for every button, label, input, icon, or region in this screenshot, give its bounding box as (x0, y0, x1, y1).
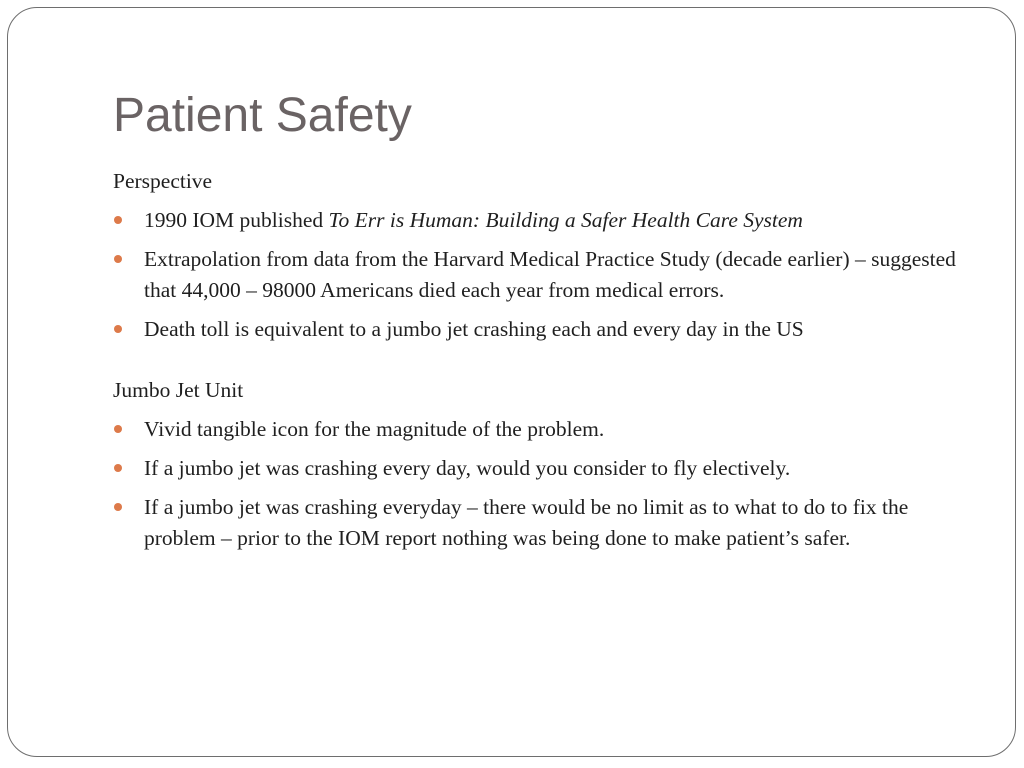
section-heading-jumbo-jet-unit: Jumbo Jet Unit (113, 378, 244, 402)
bullet-text: If a jumbo jet was crashing everyday – there would be no limit as to what to do to fix the problem – prior to the IOM report nothing was being done to make patient’s safer. (144, 495, 909, 550)
section-heading-perspective: Perspective (113, 169, 213, 193)
bullet-text: If a jumbo jet was crashing every day, would you consider to fly electively. (144, 456, 791, 480)
bullet-text: Extrapolation from data from the Harvard Medical Practice Study (decade earlier) – suggested that 44,000 – 98000 Americans died each year from medical errors. (144, 247, 956, 302)
slide-content (113, 166, 973, 562)
bullet-dot-icon (114, 425, 122, 433)
bullet-item (113, 414, 973, 445)
bullet-item (113, 314, 973, 345)
bullet-item (113, 205, 973, 236)
bullet-item (113, 453, 973, 484)
slide-title: Patient Safety (113, 89, 412, 142)
section-spacer (113, 353, 973, 375)
bullet-text: 1990 IOM published (144, 208, 329, 232)
bullet-item (113, 492, 973, 554)
bullet-text: Death toll is equivalent to a jumbo jet crashing each and every day in the US (144, 317, 804, 341)
bullet-dot-icon (114, 216, 122, 224)
bullet-text: Vivid tangible icon for the magnitude of the problem. (144, 417, 605, 441)
bullet-item (113, 244, 973, 306)
book-title: To Err is Human: Building a Safer Health Care System (328, 208, 803, 232)
bullet-dot-icon (114, 255, 122, 263)
bullet-dot-icon (114, 464, 122, 472)
bullet-list-perspective (113, 205, 973, 345)
bullet-dot-icon (114, 325, 122, 333)
bullet-dot-icon (114, 503, 122, 511)
bullet-list-jumbo-jet-unit (113, 414, 973, 554)
